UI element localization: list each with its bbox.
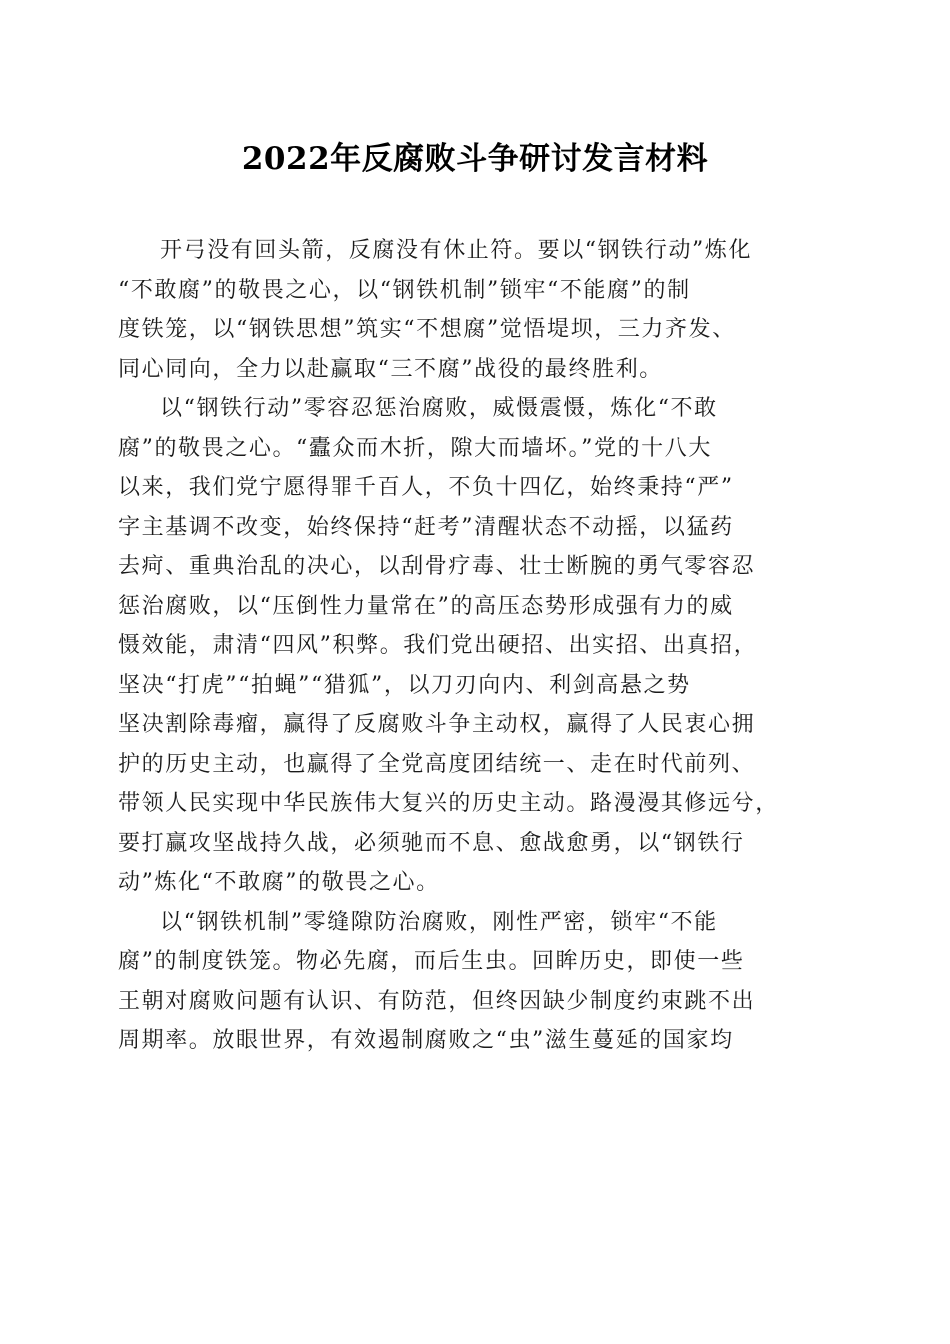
- text-line: 度铁笼，以“钢铁思想”筑实“不想腐”觉悟堤坝，三力齐发、: [118, 317, 736, 342]
- document-title: 2022年反腐败斗争研讨发言材料: [241, 141, 709, 177]
- text-line: 以“钢铁机制”零缝隙防治腐败，刚性严密，锁牢“不能: [160, 909, 718, 935]
- text-line: 腐”的敬畏之心。“蠹众而木折，隙大而墙坏。”党的十八大: [118, 435, 712, 461]
- text-line: 惩治腐败，以“压倒性力量常在”的高压态势形成强有力的威: [118, 593, 734, 619]
- text-line: 腐”的制度铁笼。物必先腐，而后生虫。回眸历史，即使一些: [118, 949, 745, 974]
- paragraph: [118, 389, 838, 903]
- text-line: 慑效能，肃清“四风”积弊。我们党出硬招、出实招、出真招，: [118, 633, 758, 658]
- text-line: 开弓没有回头箭，反腐没有休止符。要以“钢铁行动”炼化: [160, 238, 753, 263]
- text-line: “不敢腐”的敬畏之心，以“钢铁机制”锁牢“不能腐”的制: [118, 277, 691, 303]
- text-line: 以来，我们党宁愿得罪千百人，不负十四亿，始终秉持“严”: [118, 475, 734, 500]
- text-line: 以“钢铁行动”零容忍惩治腐败，威慑震慑，炼化“不敢: [160, 396, 718, 421]
- text-line: 王朝对腐败问题有认识、有防范，但终因缺少制度约束跳不出: [118, 988, 756, 1014]
- text-line: 动”炼化“不敢腐”的敬畏之心。: [118, 870, 440, 895]
- text-line: 要打赢攻坚战持久战，必须驰而不息、愈战愈勇，以“钢铁行: [118, 830, 745, 856]
- paragraph: [118, 903, 838, 1061]
- document-body: [118, 231, 838, 1061]
- paragraph: [118, 231, 838, 389]
- text-line: 护的历史主动，也赢得了全党高度团结统一、走在时代前列、: [118, 751, 756, 777]
- text-line: 坚决割除毒瘤，赢得了反腐败斗争主动权，赢得了人民衷心拥: [118, 712, 756, 737]
- text-line: 周期率。放眼世界，有效遏制腐败之“虫”滋生蔓延的国家均: [118, 1028, 734, 1053]
- text-line: 坚决“打虎”“拍蝇”“猎狐”，以刀刃向内、利剑高悬之势: [118, 672, 691, 698]
- text-line: 同心同向，全力以赴赢取“三不腐”战役的最终胜利。: [118, 356, 663, 382]
- text-line: 带领人民实现中华民族伟大复兴的历史主动。路漫漫其修远兮，: [118, 791, 779, 816]
- text-line: 去疴、重典治乱的决心，以刮骨疗毒、壮士断腕的勇气零容忍: [118, 554, 756, 579]
- text-line: 字主基调不改变，始终保持“赶考”清醒状态不动摇，以猛药: [118, 514, 734, 540]
